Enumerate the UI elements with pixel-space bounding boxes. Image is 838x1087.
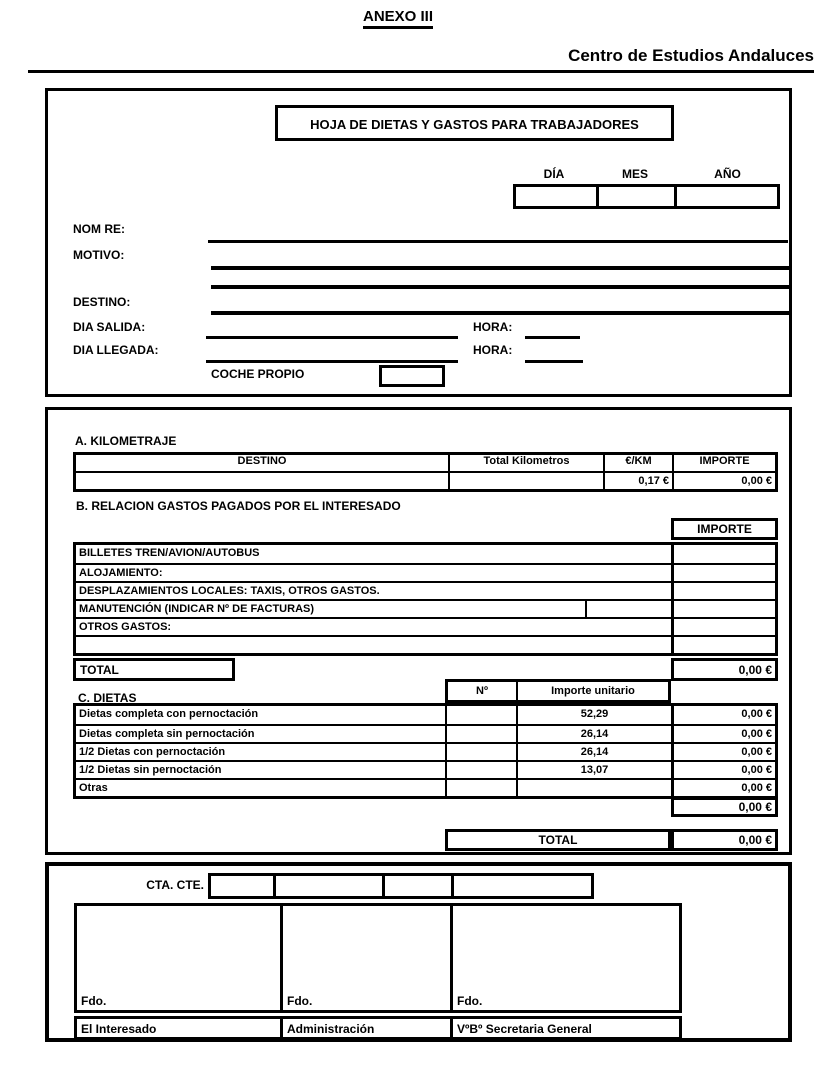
table-row [76, 545, 775, 563]
expenses-panel [45, 407, 792, 855]
b-row-label: ALOJAMIENTO: [79, 567, 163, 579]
signatory-labels [74, 1016, 682, 1040]
signature-box-secretaria [450, 903, 682, 1013]
signed-label: Fdo. [81, 994, 107, 1008]
section-b-importe-header: IMPORTE [671, 518, 778, 540]
c-row-importe: 0,00 € [671, 726, 775, 742]
own-car-label: COCHE PROPIO [211, 367, 305, 381]
section-a-title: A. KILOMETRAJE [75, 434, 177, 448]
table-row [76, 563, 775, 581]
b-row-importe [671, 601, 775, 617]
table-row [76, 617, 775, 635]
rate-value: 0,17 € [603, 473, 672, 489]
c-row-label: Otras [79, 782, 108, 794]
b-row-label: OTROS GASTOS: [79, 621, 172, 633]
year-label: AÑO [714, 167, 741, 181]
departure-hour-line [525, 336, 580, 339]
c-row-label: Dietas completa con pernoctación [79, 708, 259, 720]
b-row-importe [671, 565, 775, 581]
arrival-hour-line [525, 360, 583, 363]
section-a-header-row [76, 455, 775, 471]
departure-day-line [206, 336, 458, 339]
b-row-importe [671, 619, 775, 635]
annex-label: ANEXO III [363, 8, 433, 29]
day-field [516, 187, 596, 206]
table-row [76, 635, 775, 653]
date-boxes [513, 184, 780, 209]
month-label: MES [621, 167, 648, 181]
b-row-label: BILLETES TREN/AVION/AUTOBUS [79, 547, 260, 559]
section-b-table [73, 542, 778, 656]
destino-field [76, 473, 448, 489]
account-cell [211, 876, 273, 896]
form-title: HOJA DE DIETAS Y GASTOS PARA TRABAJADORES [310, 117, 639, 132]
total-km-field [448, 473, 603, 489]
b-row-importe [671, 583, 775, 599]
signatory-administracion: Administración [280, 1016, 453, 1040]
section-b-total-box: TOTAL [73, 658, 235, 681]
importe-a-value: 0,00 € [672, 473, 775, 489]
month-field [596, 187, 674, 206]
table-row [76, 581, 775, 599]
signature-boxes [74, 903, 682, 1013]
arrival-day-line [206, 360, 458, 363]
arrival-hour-label: HORA: [473, 343, 513, 357]
name-label: NOM RE: [73, 222, 125, 236]
section-a-data-row [76, 471, 775, 489]
c-row-importe: 0,00 € [671, 706, 775, 724]
name-line [208, 240, 788, 243]
c-row-unit: 26,14 [516, 726, 671, 742]
signatory-interesado: El Interesado [74, 1016, 283, 1040]
c-row-label: 1/2 Dietas sin pernoctación [79, 764, 222, 776]
header-rule [28, 70, 814, 73]
c-row-n-field [445, 762, 516, 778]
section-c-header-box [445, 679, 671, 703]
reason-line-2 [211, 285, 791, 289]
c-row-label: 1/2 Dietas con pernoctación [79, 746, 226, 758]
signatory-secretaria: VºBº Secretaria General [450, 1016, 682, 1040]
section-c-table [73, 703, 778, 799]
section-b-title: B. RELACION GASTOS PAGADOS POR EL INTERESADO [76, 499, 401, 513]
c-row-n-field [445, 744, 516, 760]
b-row-label [76, 637, 671, 653]
b-row-importe [671, 637, 775, 653]
b-row-label: DESPLAZAMIENTOS LOCALES: TAXIS, OTROS GASTOS. [79, 585, 380, 597]
section-a-table [73, 452, 778, 492]
own-car-checkbox [379, 365, 445, 387]
table-row [76, 599, 775, 617]
c-row-unit: 52,29 [516, 706, 671, 724]
departure-hour-label: HORA: [473, 320, 513, 334]
table-row [76, 724, 775, 742]
signature-box-interesado [74, 903, 283, 1013]
general-data-panel [45, 88, 792, 397]
c-row-unit: 13,07 [516, 762, 671, 778]
table-row [76, 760, 775, 778]
c-row-unit: 26,14 [516, 744, 671, 760]
b-row-importe [671, 545, 775, 563]
section-c-title: C. DIETAS [78, 691, 137, 705]
col-importe: IMPORTE [672, 455, 775, 471]
section-c-total-box: TOTAL [445, 829, 671, 851]
table-row [76, 742, 775, 760]
signed-label: Fdo. [287, 994, 313, 1008]
col-n: Nº [476, 685, 488, 697]
account-boxes [208, 873, 594, 899]
reason-line-1 [211, 266, 791, 270]
col-destino: DESTINO [237, 455, 287, 467]
signature-panel [45, 862, 792, 1042]
section-b-total-value: 0,00 € [671, 658, 778, 681]
organization-name: Centro de Estudios Andaluces [568, 46, 814, 65]
table-row [76, 778, 775, 796]
departure-day-label: DIA SALIDA: [73, 320, 146, 334]
reason-label: MOTIVO: [73, 248, 125, 262]
section-c-total-value: 0,00 € [671, 829, 778, 851]
c-row-n-field [445, 726, 516, 742]
c-row-importe: 0,00 € [671, 762, 775, 778]
c-row-importe: 0,00 € [671, 744, 775, 760]
b-row-label: MANUTENCIÓN (INDICAR Nº DE FACTURAS) [79, 603, 315, 615]
col-rate: €/KM [603, 455, 672, 471]
date-labels-row [513, 167, 780, 181]
signed-label: Fdo. [457, 994, 483, 1008]
col-unit: Importe unitario [516, 682, 668, 700]
destination-label: DESTINO: [73, 295, 131, 309]
c-row-n-field [445, 780, 516, 796]
account-cell [273, 876, 382, 896]
destination-line [211, 311, 791, 315]
c-row-importe: 0,00 € [671, 780, 775, 796]
arrival-day-label: DIA LLEGADA: [73, 343, 159, 357]
table-row [76, 706, 775, 724]
c-row-label: Dietas completa sin pernoctación [79, 728, 255, 740]
year-field [674, 187, 777, 206]
section-c-subtotal-value: 0,00 € [671, 797, 778, 817]
c-row-n-field [445, 706, 516, 724]
signature-box-administracion [280, 903, 453, 1013]
form-title-box [275, 105, 674, 141]
col-total-km: Total Kilometros [448, 455, 603, 471]
account-cell [382, 876, 451, 896]
account-label: CTA. CTE. [146, 878, 204, 892]
b-row-facturas-field [585, 601, 671, 617]
day-label: DÍA [543, 167, 565, 181]
c-row-unit [516, 780, 671, 796]
account-cell [451, 876, 591, 896]
